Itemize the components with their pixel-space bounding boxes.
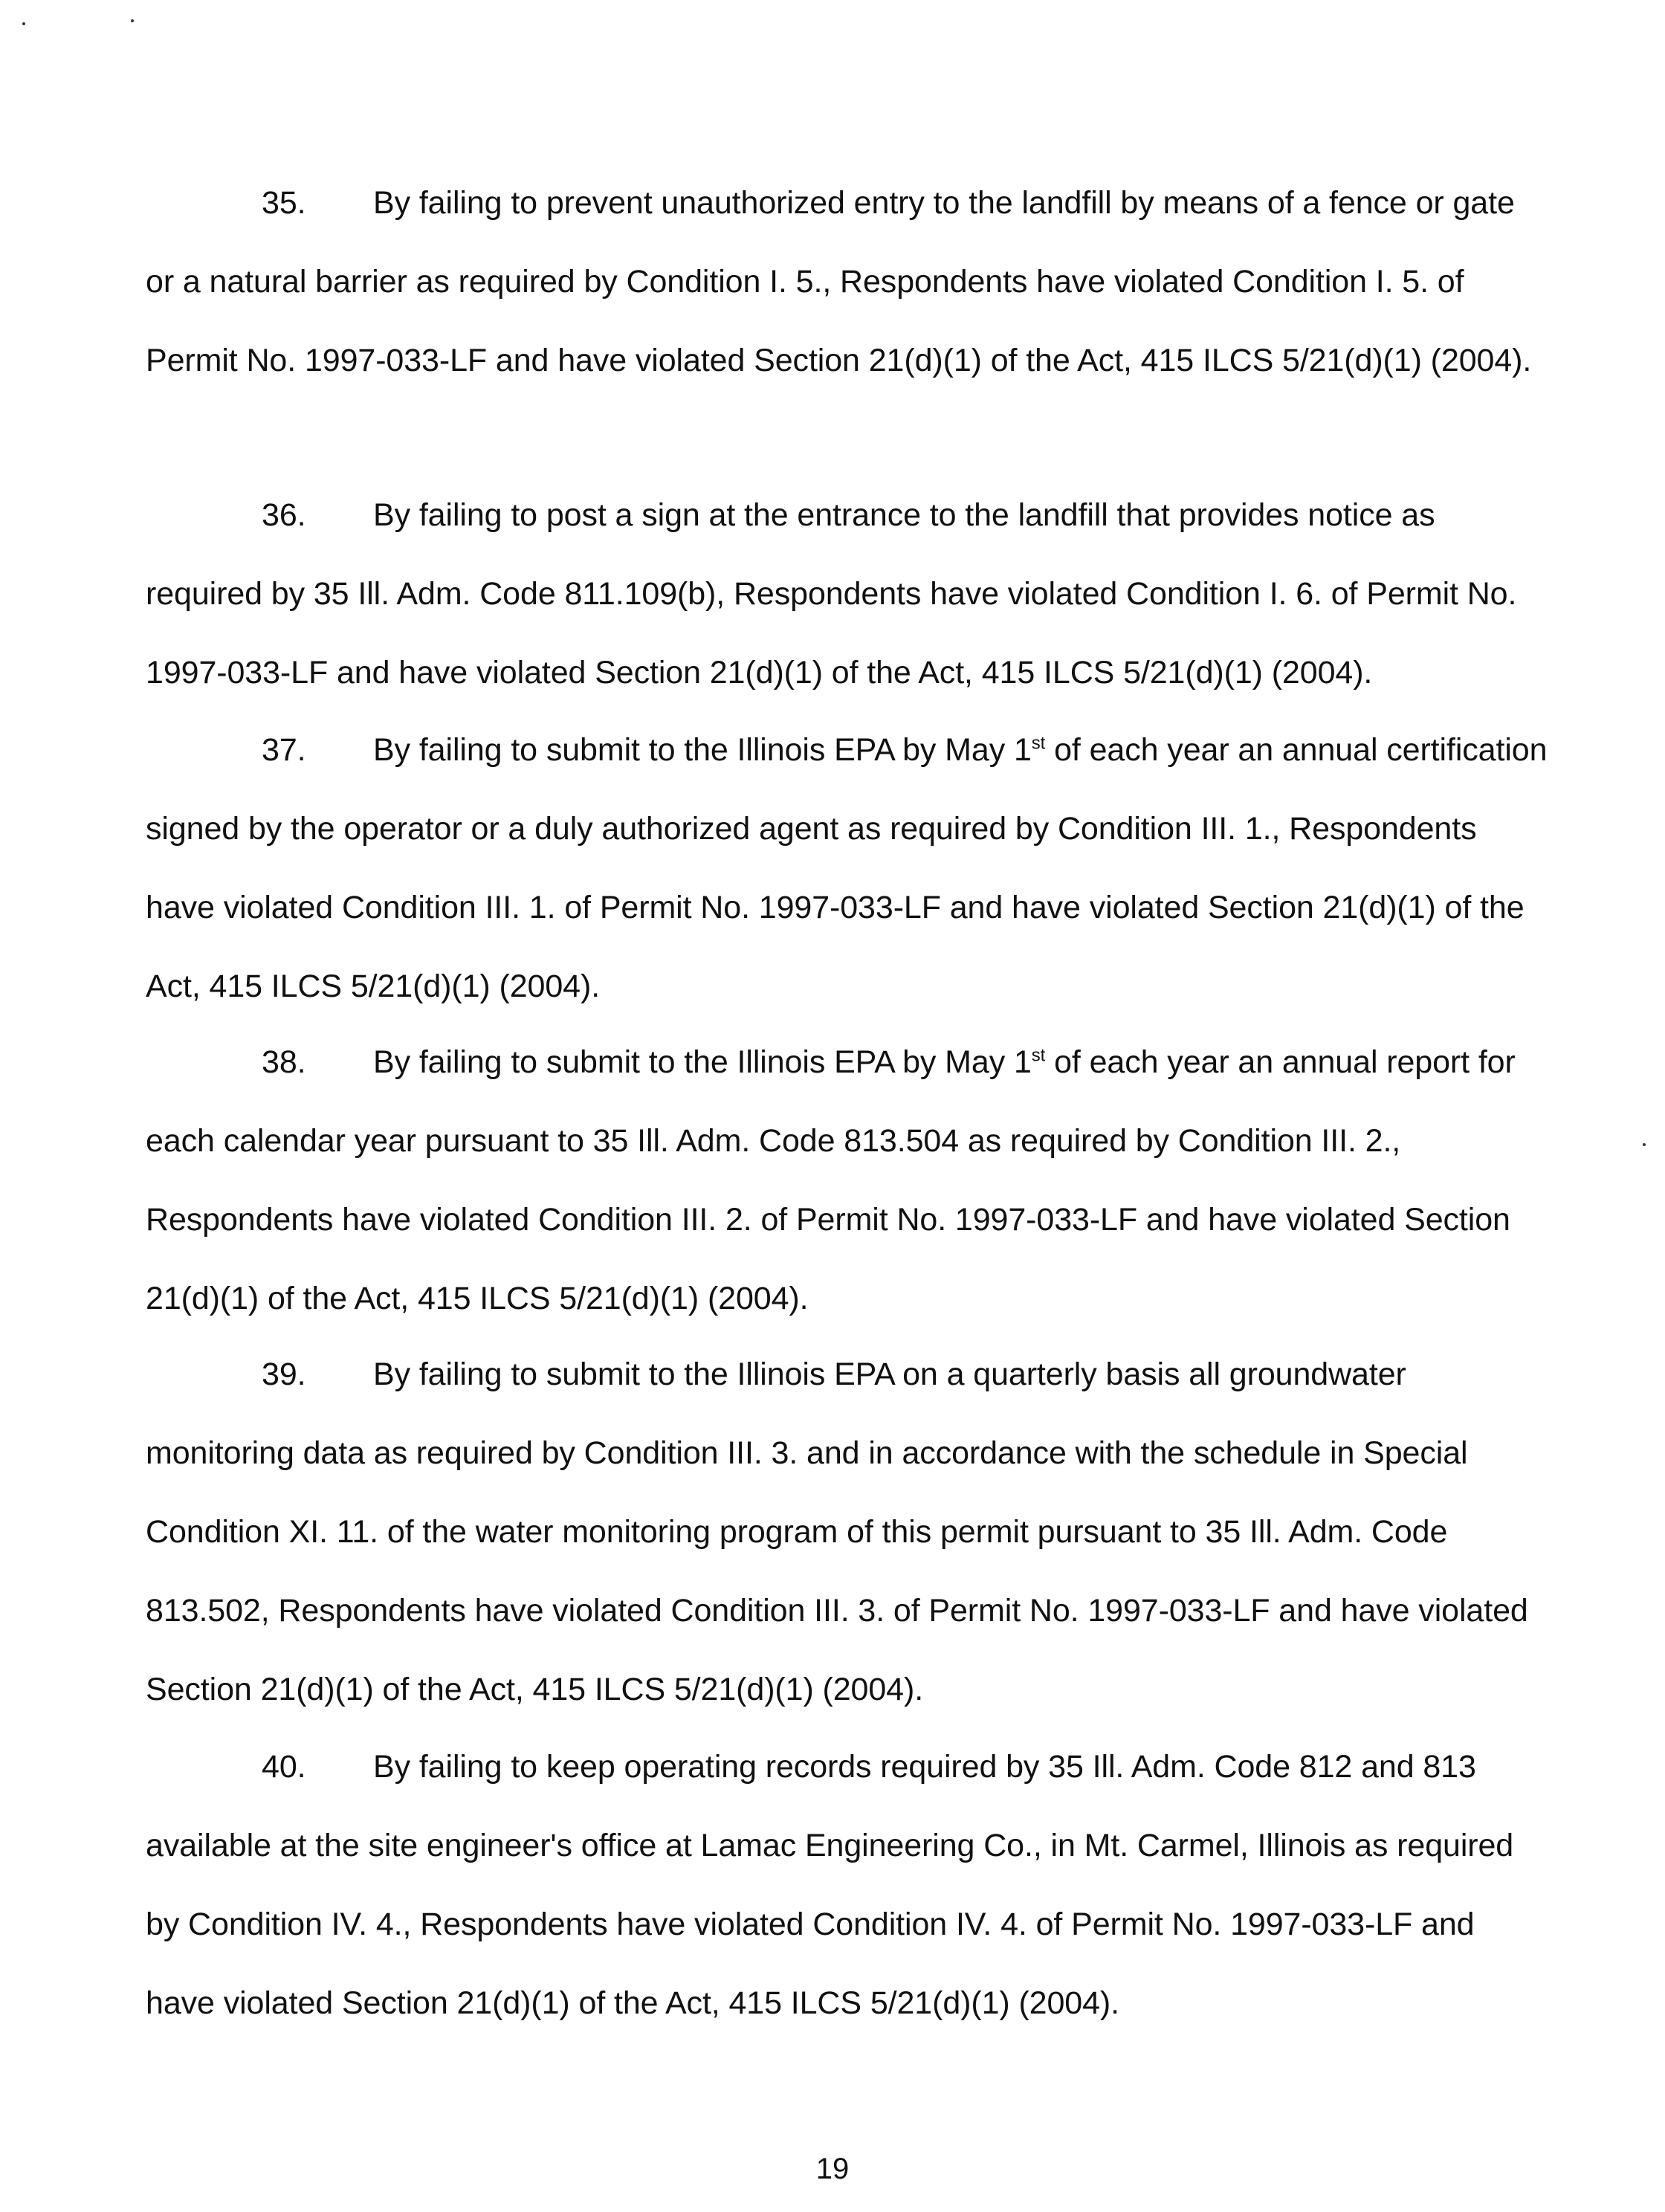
ordinal-superscript: st (1031, 1045, 1046, 1066)
paragraph-number: 37. (262, 732, 306, 768)
paragraph-text-before: By failing to submit to the Illinois EPA by May 1 (373, 1044, 1032, 1080)
paragraph-37 (146, 711, 1551, 1026)
paragraph-number: 35. (262, 185, 306, 221)
scan-speck (131, 19, 134, 22)
paragraph-text: By failing to prevent unauthorized entry to the landfill by means of a fence or gate or a natural barrier as required by Condition I. 5., Respondents have violated Condition I. 5. of Permit No. 1997-033-LF and have violated Section 21(d)(1) of the Act, 415 ILCS 5/21(d)(1) (2004). (146, 185, 1532, 378)
paragraph-40 (146, 1727, 1551, 2043)
paragraph-35 (146, 164, 1551, 400)
ordinal-superscript: st (1031, 733, 1046, 754)
paragraph-text: By failing to post a sign at the entrance to the landfill that provides notice as required by 35 Ill. Adm. Code 811.109(b), Respondents have violated Condition I. 6. of Permit No. 1997-033-LF and have violated Section 21(d)(1) of the Act, 415 ILCS 5/21(d)(1) (2004). (146, 497, 1517, 691)
paragraph-text: By failing to submit to the Illinois EPA on a quarterly basis all groundwater monitoring data as required by Condition III. 3. and in accordance with the schedule in Special Condition XI. 11. of the water monitoring program of this permit pursuant to 35 Ill. Adm. Code 813.502, Respondents have violated Condition III. 3. of Permit No. 1997-033-LF and have violated Section 21(d)(1) of the Act, 415 ILCS 5/21(d)(1) (2004). (146, 1356, 1528, 1707)
paragraph-text: By failing to keep operating records required by 35 Ill. Adm. Code 812 and 813 available at the site engineer's office at Lamac Engineering Co., in Mt. Carmel, Illinois as required by Condition IV. 4., Respondents have violated Condition IV. 4. of Permit No. 1997-033-LF and have violated Section 21(d)(1) of the Act, 415 ILCS 5/21(d)(1) (2004). (146, 1749, 1514, 2021)
paragraph-number: 38. (262, 1044, 306, 1080)
scan-speck (22, 22, 25, 25)
paragraph-text-before: By failing to submit to the Illinois EPA by May 1 (373, 732, 1032, 768)
paragraph-38 (146, 1023, 1551, 1338)
scan-speck (1643, 1143, 1646, 1146)
paragraph-text-after: of each year an annual certification signed by the operator or a duly authorized agent as required by Condition III. 1., Respondents have violated Condition III. 1. of Permit No. 1997-033-LF and have violated Section 21(d)(1) of the Act, 415 ILCS 5/21(d)(1) (2004). (146, 732, 1548, 1004)
paragraph-number: 36. (262, 497, 306, 533)
paragraph-number: 39. (262, 1356, 306, 1392)
paragraph-39 (146, 1335, 1551, 1729)
paragraph-number: 40. (262, 1749, 306, 1785)
paragraph-36 (146, 476, 1551, 712)
paragraph-text-after: of each year an annual report for each calendar year pursuant to 35 Ill. Adm. Code 813.504 as required by Condition III. 2., Respondents have violated Condition III. 2. of Permit No. 1997-033-LF and have violated Section 21(d)(1) of the Act, 415 ILCS 5/21(d)(1) (2004). (146, 1044, 1516, 1316)
page-number: 19 (815, 2153, 850, 2185)
